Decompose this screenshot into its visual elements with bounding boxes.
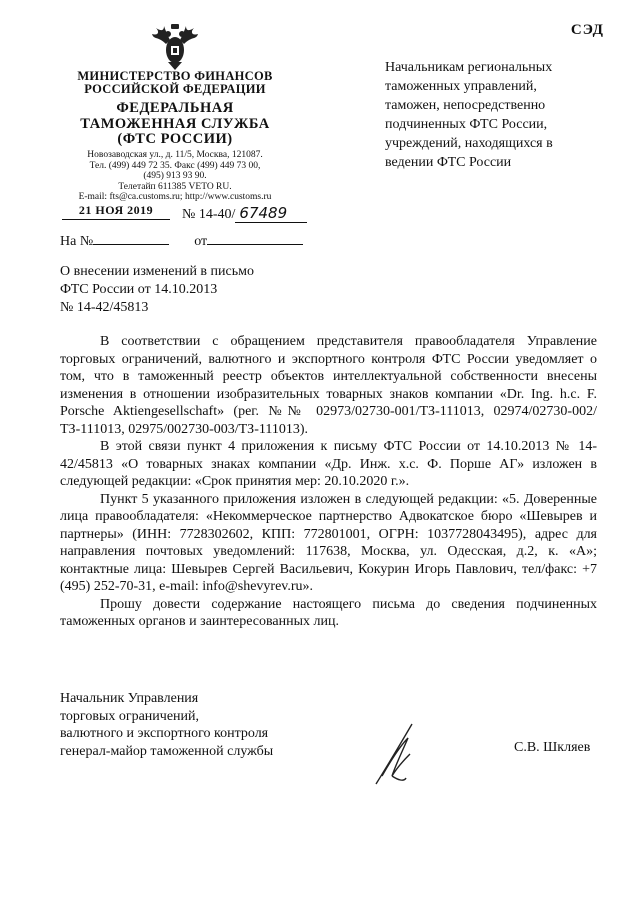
addressee-line: подчиненных ФТС России, [385,117,548,132]
reply-date-blank [207,232,303,245]
body-paragraph [60,491,597,596]
subject-line: ФТС России от 14.10.2013 [60,282,218,297]
registration-number-prefix: № 14-40/ [182,207,236,222]
double-headed-eagle-emblem-icon [150,22,200,72]
address-line: Телетайп 611385 VETO RU. [118,181,232,192]
body-paragraph [60,438,597,491]
reply-to-row [60,232,303,250]
position-line: генерал-майор таможенной службы [60,743,274,759]
addressee-line: Начальникам региональных [385,60,553,75]
body-paragraph-text: В соответствии с обращением представителя правообладателя Управление торговых ограничений, валютного и экспортного контроля ФТС России уведомляет о том, что в таможенный реестр объектов интеллектуальной собственности внесены изменения в отношении изобразительных товарных знаков компании «Dr. Ing. h.c. F. Porsche Aktiengesellschaft» (рег. №№ 02973/02730-001/ТЗ-111013, 02974/02730-002/ТЗ-111013, 02975/002730-003/ТЗ-111013). [60,334,597,437]
reply-number-label: На № [60,234,94,249]
ministry-line: МИНИСТЕРСТВО ФИНАНСОВ [77,69,273,83]
sed-stamp: СЭД [570,22,604,38]
registration-number-handwritten: 67489 [235,204,307,223]
signatory-name: С.В. Шкляев [514,740,591,755]
addressee-line: ведении ФТС России [385,155,512,170]
body-paragraph-text: Прошу довести содержание настоящего письма до сведения подчиненных таможенных органов и заинтересованных лиц. [60,596,597,629]
letter-subject [60,263,254,317]
addressee-block [385,58,605,172]
ministry-line: РОССИЙСКОЙ ФЕДЕРАЦИИ [84,82,266,96]
service-line: ТАМОЖЕННАЯ СЛУЖБА [80,115,270,132]
body-paragraph [60,333,597,438]
service-line: (ФТС РОССИИ) [117,131,233,147]
position-line: торговых ограничений, [60,708,200,724]
body-paragraph-text: В этой связи пункт 4 приложения к письму ФТС России от 14.10.2013 № 14-42/45813 «О товарных знаках компании «Др. Инж. х.с. Ф. Порше АГ» изложен в следующей редакции: «Срок принятия мер: 20.10.2020 г.». [60,439,597,489]
subject-line: О внесении изменений в письмо [60,264,254,279]
service-name [40,101,310,148]
subject-line: № 14-42/45813 [60,300,149,315]
registration-date-field [62,203,170,220]
body-paragraph-text: Пункт 5 указанного приложения изложен в следующей редакции: «5. Доверенные лица правообладателя: «Некоммерческое партнерство Адвокатское бюро «Шевырев и партнеры» (ИНН: 7728302602, КПП: 772801001, ОГРН: 1037728043495), адрес для направления почтовых уведомлений: 117638, Москва, ул. Одесская, д.2, к. «А»; контактные лица: Шевырев Сергей Васильевич, Кокурин Игорь Павлович, тел/факс: +7 (495) 252-70-31, e-mail: info@shevyrev.ru». [60,491,597,594]
service-line: ФЕДЕРАЛЬНАЯ [116,100,234,116]
reply-number-blank [93,232,169,245]
reply-date-label: от [194,234,208,249]
signatory-position [60,690,273,760]
addressee-line: таможенных управлений, [385,79,537,94]
body-paragraph [60,596,597,631]
addressee-line: таможен, непосредственно [385,98,546,113]
address-line: (495) 913 93 90. [143,171,207,182]
address-line: Тел. (499) 449 72 35. Факс (499) 449 73 00, [89,160,261,171]
sender-address [40,150,310,203]
address-line: Новозаводская ул., д. 11/5, Москва, 121087. [87,150,263,160]
ministry-name [40,70,310,96]
position-line: Начальник Управления [60,691,199,706]
address-line: E-mail: fts@ca.customs.ru; http://www.customs.ru [78,192,272,203]
registration-number [182,204,307,223]
position-line: валютного и экспортного контроля [60,726,269,741]
letter-body [60,333,597,631]
registration-date: 21 НОЯ 2019 [78,203,154,217]
addressee-line: учреждений, находящихся в [385,136,553,151]
handwritten-signature-icon [368,718,428,788]
